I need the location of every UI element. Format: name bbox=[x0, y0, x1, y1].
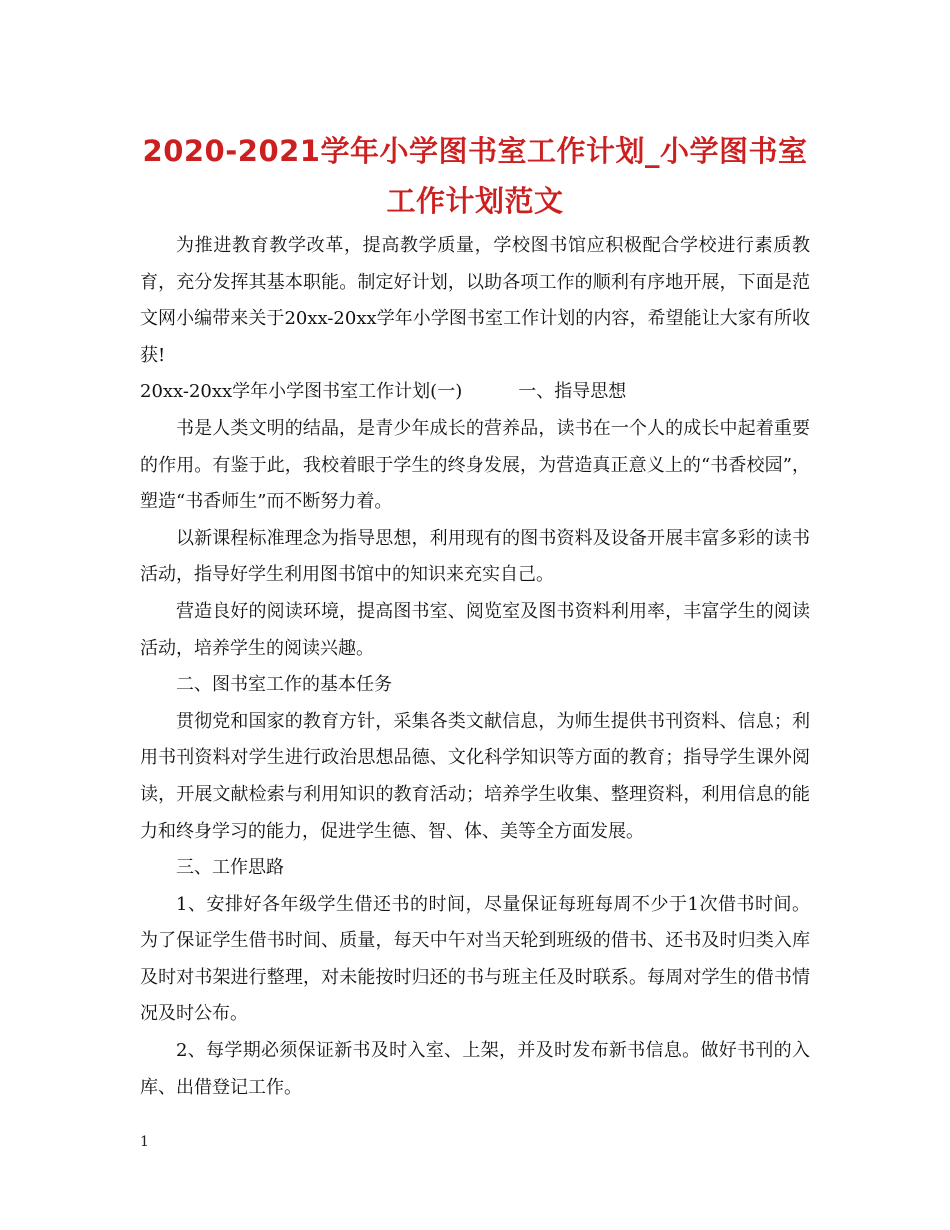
document-body bbox=[140, 228, 810, 1106]
plan-heading: 20xx-20xx学年小学图书室工作计划(一) bbox=[140, 381, 463, 403]
section3-item-1: 1、安排好各年级学生借还书的时间，尽量保证每班每周不少于1次借书时间。为了保证学生借书时间、质量，每天中午对当天轮到班级的借书、还书及时归类入库及时对书架进行整理，对未能按时归还的书与班主任及时联系。每周对学生的借书情况及时公布。 bbox=[140, 893, 810, 1025]
section1-paragraph-3: 营造良好的阅读环境，提高图书室、阅览室及图书资料利用率，丰富学生的阅读活动，培养学生的阅读兴趣。 bbox=[140, 600, 810, 659]
section1-paragraph-1: 书是人类文明的结晶，是青少年成长的营养品，读书在一个人的成长中起着重要的作用。有鉴于此，我校着眼于学生的终身发展，为营造真正意义上的“书香校园”，塑造“书香师生”而不断努力着。 bbox=[140, 417, 810, 513]
plan-heading-line bbox=[140, 374, 810, 411]
section3-item-2: 2、每学期必须保证新书及时入室、上架，并及时发布新书信息。做好书刊的入库、出借登记工作。 bbox=[140, 1040, 810, 1098]
section-heading-work-ideas: 三、工作思路 bbox=[176, 857, 284, 879]
document-title: 2020-2021学年小学图书室工作计划_小学图书室工作计划范文 bbox=[142, 134, 808, 218]
section-heading-guiding-thought: 一、指导思想 bbox=[518, 381, 627, 403]
page-number: 1 bbox=[140, 1134, 149, 1150]
section2-paragraph-1: 贯彻党和国家的教育方针，采集各类文献信息，为师生提供书刊资料、信息；利用书刊资料对学生进行政治思想品德、文化科学知识等方面的教育；指导学生课外阅读，开展文献检索与利用知识的教育活动；培养学生收集、整理资料，利用信息的能力和终身学习的能力，促进学生德、智、体、美等全方面发展。 bbox=[140, 710, 810, 842]
section-heading-basic-tasks: 二、图书室工作的基本任务 bbox=[176, 674, 392, 696]
section1-paragraph-2: 以新课程标准理念为指导思想，利用现有的图书资料及设备开展丰富多彩的读书活动，指导好学生利用图书馆中的知识来充实自己。 bbox=[140, 527, 810, 586]
intro-paragraph: 为推进教育教学改革，提高教学质量，学校图书馆应积极配合学校进行素质教育，充分发挥其基本职能。制定好计划，以助各项工作的顺利有序地开展，下面是范文网小编带来关于20xx-20xx学年小学图书室工作计划的内容，希望能让大家有所收获! bbox=[140, 235, 810, 366]
